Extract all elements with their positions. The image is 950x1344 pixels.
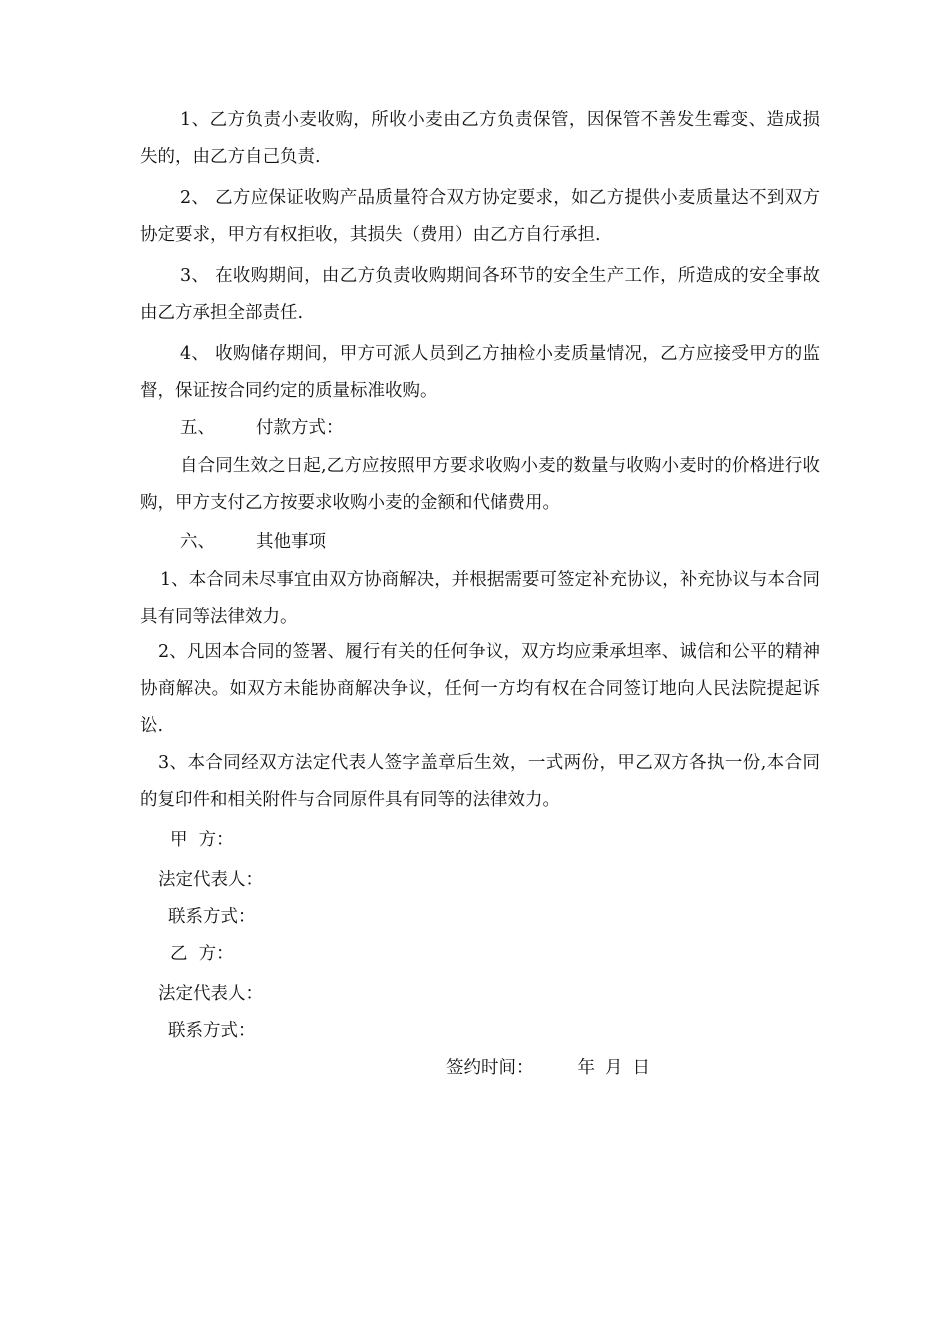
section4-item4: 4、 收购储存期间，甲方可派人员到乙方抽检小麦质量情况，乙方应接受甲方的监督，保证按合同约定的质量标准收购。: [140, 344, 820, 401]
section6-number: 六、: [180, 532, 215, 552]
signing-date-month: 月: [605, 1058, 623, 1078]
party-a-label: 甲 方：: [170, 830, 234, 850]
section5-title: 付款方式：: [256, 418, 344, 438]
signing-date-label: 签约时间：: [446, 1058, 534, 1078]
section5-body: 自合同生效之日起,乙方应按照甲方要求收购小麦的数量与收购小麦时的价格进行收购，甲方支付乙方按要求收购小麦的金额和代储费用。: [140, 456, 820, 513]
section4-item3: 3、 在收购期间，由乙方负责收购期间各环节的安全生产工作，所造成的安全事故由乙方承担全部责任.: [140, 266, 820, 323]
party-b-label: 乙 方：: [170, 944, 234, 964]
signing-date: [446, 1050, 650, 1087]
signing-date-day: 日: [632, 1058, 650, 1078]
section6-item2: 2、凡因本合同的签署、履行有关的任何争议，双方均应秉承坦率、诚信和公平的精神协商解决。如双方未能协商解决争议，任何一方均有权在合同签订地向人民法院提起诉讼.: [140, 642, 820, 736]
party-b-contact: 联系方式：: [168, 1021, 256, 1041]
party-b-representative: 法定代表人：: [158, 984, 263, 1004]
section4-item2: 2、 乙方应保证收购产品质量符合双方协定要求，如乙方提供小麦质量达不到双方协定要求，甲方有权拒收，其损失（费用）由乙方自行承担.: [140, 188, 820, 245]
section6-item3: 3、本合同经双方法定代表人签字盖章后生效，一式两份，甲乙双方各执一份,本合同的复印件和相关附件与合同原件具有同等的法律效力。: [140, 753, 820, 810]
section5-number: 五、: [180, 418, 215, 438]
section6-title: 其他事项: [256, 532, 326, 552]
party-a-contact: 联系方式：: [168, 907, 256, 927]
signing-date-year: 年: [577, 1058, 595, 1078]
section4-item1: 1、乙方负责小麦收购，所收小麦由乙方负责保管，因保管不善发生霉变、造成损失的，由乙方自己负责.: [140, 110, 820, 167]
section6-heading: [180, 524, 326, 561]
section6-item1: 1、本合同未尽事宜由双方协商解决，并根据需要可签定补充协议，补充协议与本合同具有同等法律效力。: [140, 570, 820, 627]
section5-heading: [180, 410, 344, 447]
party-a-representative: 法定代表人：: [158, 870, 263, 890]
